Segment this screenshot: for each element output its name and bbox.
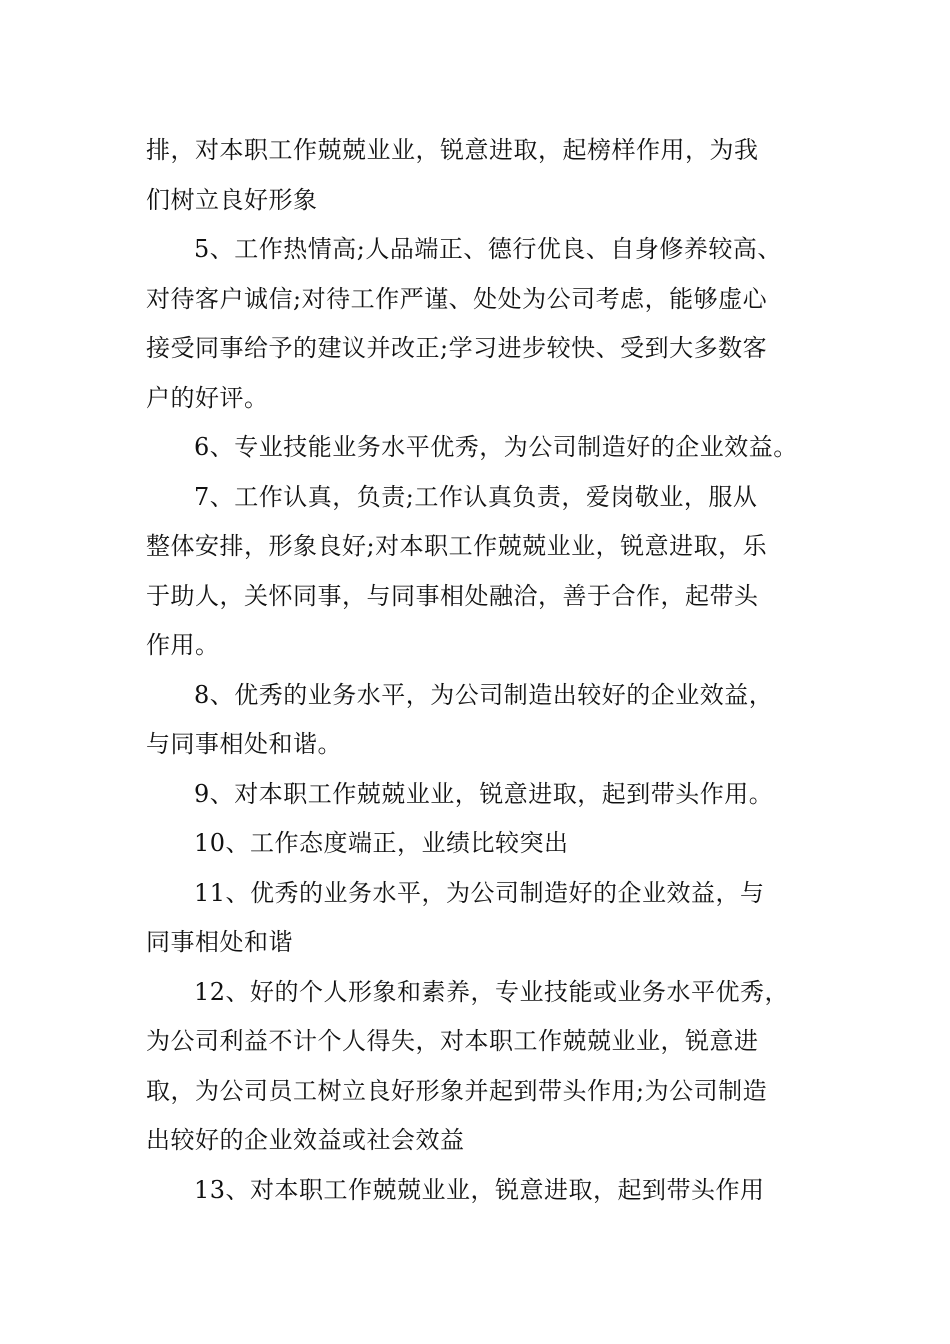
paragraph-item-11 — [146, 869, 826, 968]
text-line: 整体安排，形象良好;对本职工作兢兢业业，锐意进取，乐 — [146, 532, 768, 560]
text-line: 排，对本职工作兢兢业业，锐意进取，起榜样作用，为我 — [146, 136, 759, 164]
text-line: 同事相处和谐 — [146, 928, 293, 956]
paragraph-item-9 — [146, 770, 826, 820]
text-line: 取，为公司员工树立良好形象并起到带头作用;为公司制造 — [146, 1076, 768, 1105]
text-line: 10、工作态度端正，业绩比较突出 — [194, 829, 569, 857]
text-line: 于助人，关怀同事，与同事相处融洽，善于合作，起带头 — [146, 581, 759, 610]
document-body — [146, 126, 826, 1215]
text-line: 们树立良好形象 — [146, 185, 318, 214]
text-line: 为公司利益不计个人得失，对本职工作兢兢业业，锐意进 — [146, 1027, 759, 1055]
text-line: 与同事相处和谐。 — [146, 730, 342, 758]
text-line: 户的好评。 — [146, 383, 269, 412]
paragraph-item-13 — [146, 1166, 826, 1216]
text-line: 13、对本职工作兢兢业业，锐意进取，起到带头作用 — [194, 1175, 765, 1204]
text-line: 12、好的个人形象和素养，专业技能或业务水平优秀， — [194, 977, 790, 1006]
paragraph-item-12 — [146, 968, 826, 1166]
text-line: 11、优秀的业务水平，为公司制造好的企业效益，与 — [194, 878, 765, 907]
paragraph-item-8 — [146, 671, 826, 770]
paragraph-item-5 — [146, 225, 826, 423]
text-line: 对待客户诚信;对待工作严谨、处处为公司考虑，能够虚心 — [146, 284, 768, 313]
text-line: 9、对本职工作兢兢业业，锐意进取，起到带头作用。 — [194, 779, 774, 808]
text-line: 7、工作认真，负责;工作认真负责，爱岗敬业，服从 — [194, 482, 758, 511]
paragraph-item-10 — [146, 819, 826, 869]
text-line: 6、专业技能业务水平优秀，为公司制造好的企业效益。 — [194, 433, 798, 461]
text-line: 5、工作热情高;人品端正、德行优良、自身修养较高、 — [194, 235, 782, 263]
text-line: 出较好的企业效益或社会效益 — [146, 1126, 465, 1154]
paragraph-continuation — [146, 126, 826, 225]
paragraph-item-7 — [146, 473, 826, 671]
text-line: 作用。 — [146, 631, 220, 659]
text-line: 接受同事给予的建议并改正;学习进步较快、受到大多数客 — [146, 334, 768, 362]
paragraph-item-6 — [146, 423, 826, 473]
text-line: 8、优秀的业务水平，为公司制造出较好的企业效益， — [194, 680, 774, 709]
